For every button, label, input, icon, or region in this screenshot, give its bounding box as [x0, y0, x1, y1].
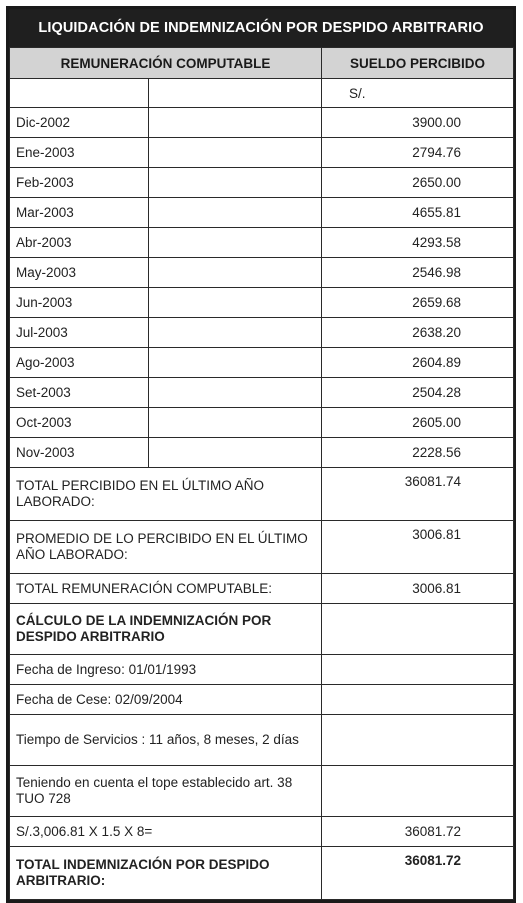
month-label: Mar-2003 [10, 198, 149, 228]
empty-cell [322, 685, 514, 715]
empty-cell [322, 655, 514, 685]
fecha-ingreso: Fecha de Ingreso: 01/01/1993 [10, 655, 322, 685]
month-row [10, 198, 514, 228]
calc-heading-row [10, 604, 514, 655]
empty-cell [322, 766, 514, 817]
month-row [10, 288, 514, 318]
unit-row [10, 79, 514, 108]
month-value: 2650.00 [322, 168, 514, 198]
formula-value: 36081.72 [322, 817, 514, 847]
month-value: 2794.76 [322, 138, 514, 168]
month-value: 4293.58 [322, 228, 514, 258]
tiempo-servicios: Tiempo de Servicios : 11 años, 8 meses, 2 días [10, 715, 322, 766]
currency-unit: S/. [322, 79, 514, 108]
month-label: Set-2003 [10, 378, 149, 408]
month-label: Feb-2003 [10, 168, 149, 198]
liquidation-table-frame [6, 6, 516, 903]
month-value: 2638.20 [322, 318, 514, 348]
empty-cell [322, 715, 514, 766]
month-value: 2546.98 [322, 258, 514, 288]
month-label: Ene-2003 [10, 138, 149, 168]
total-value: 36081.72 [322, 847, 514, 900]
month-value: 2504.28 [322, 378, 514, 408]
month-row [10, 378, 514, 408]
calc-row [10, 655, 514, 685]
calc-row [10, 766, 514, 817]
empty-cell [149, 438, 322, 468]
month-value: 2604.89 [322, 348, 514, 378]
calc-heading: CÁLCULO DE LA INDEMNIZACIÓN POR DESPIDO ARBITRARIO [10, 604, 322, 655]
month-row [10, 438, 514, 468]
empty-cell [149, 168, 322, 198]
month-row [10, 348, 514, 378]
calc-row [10, 685, 514, 715]
liquidation-table [9, 47, 514, 900]
empty-cell [149, 318, 322, 348]
table-title: LIQUIDACIÓN DE INDEMNIZACIÓN POR DESPIDO ARBITRARIO [9, 9, 513, 47]
formula: S/.3,006.81 X 1.5 X 8= [10, 817, 322, 847]
summary-row [10, 574, 514, 604]
empty-cell [149, 288, 322, 318]
month-value: 2659.68 [322, 288, 514, 318]
month-row [10, 228, 514, 258]
month-value: 3900.00 [322, 108, 514, 138]
month-row [10, 138, 514, 168]
summary-label: TOTAL PERCIBIDO EN EL ÚLTIMO AÑO LABORADO: [10, 468, 322, 521]
month-row [10, 318, 514, 348]
empty-cell [149, 258, 322, 288]
month-row [10, 408, 514, 438]
empty-cell [149, 378, 322, 408]
header-sueldo: SUELDO PERCIBIDO [322, 48, 514, 79]
month-value: 4655.81 [322, 198, 514, 228]
summary-row [10, 468, 514, 521]
fecha-cese: Fecha de Cese: 02/09/2004 [10, 685, 322, 715]
month-value: 2605.00 [322, 408, 514, 438]
month-label: Dic-2002 [10, 108, 149, 138]
calc-row [10, 817, 514, 847]
month-label: Oct-2003 [10, 408, 149, 438]
month-label: Nov-2003 [10, 438, 149, 468]
empty-cell [322, 604, 514, 655]
month-value: 2228.56 [322, 438, 514, 468]
month-label: Jun-2003 [10, 288, 149, 318]
empty-cell [149, 198, 322, 228]
month-row [10, 258, 514, 288]
summary-row [10, 521, 514, 574]
calc-row [10, 715, 514, 766]
empty-cell [149, 138, 322, 168]
month-label: May-2003 [10, 258, 149, 288]
month-label: Jul-2003 [10, 318, 149, 348]
empty-cell [149, 348, 322, 378]
month-row [10, 108, 514, 138]
empty-cell [149, 108, 322, 138]
header-row [10, 48, 514, 79]
month-label: Abr-2003 [10, 228, 149, 258]
month-row [10, 168, 514, 198]
total-label: TOTAL INDEMNIZACIÓN POR DESPIDO ARBITRARIO: [10, 847, 322, 900]
month-label: Ago-2003 [10, 348, 149, 378]
empty-cell [149, 228, 322, 258]
summary-label: TOTAL REMUNERACIÓN COMPUTABLE: [10, 574, 322, 604]
empty-cell [149, 408, 322, 438]
summary-value: 3006.81 [322, 521, 514, 574]
header-remuneracion: REMUNERACIÓN COMPUTABLE [10, 48, 322, 79]
empty-cell [10, 79, 149, 108]
tope-note: Teniendo en cuenta el tope establecido art. 38 TUO 728 [10, 766, 322, 817]
summary-value: 36081.74 [322, 468, 514, 521]
summary-label: PROMEDIO DE LO PERCIBIDO EN EL ÚLTIMO AÑO LABORADO: [10, 521, 322, 574]
summary-value: 3006.81 [322, 574, 514, 604]
empty-cell [149, 79, 322, 108]
